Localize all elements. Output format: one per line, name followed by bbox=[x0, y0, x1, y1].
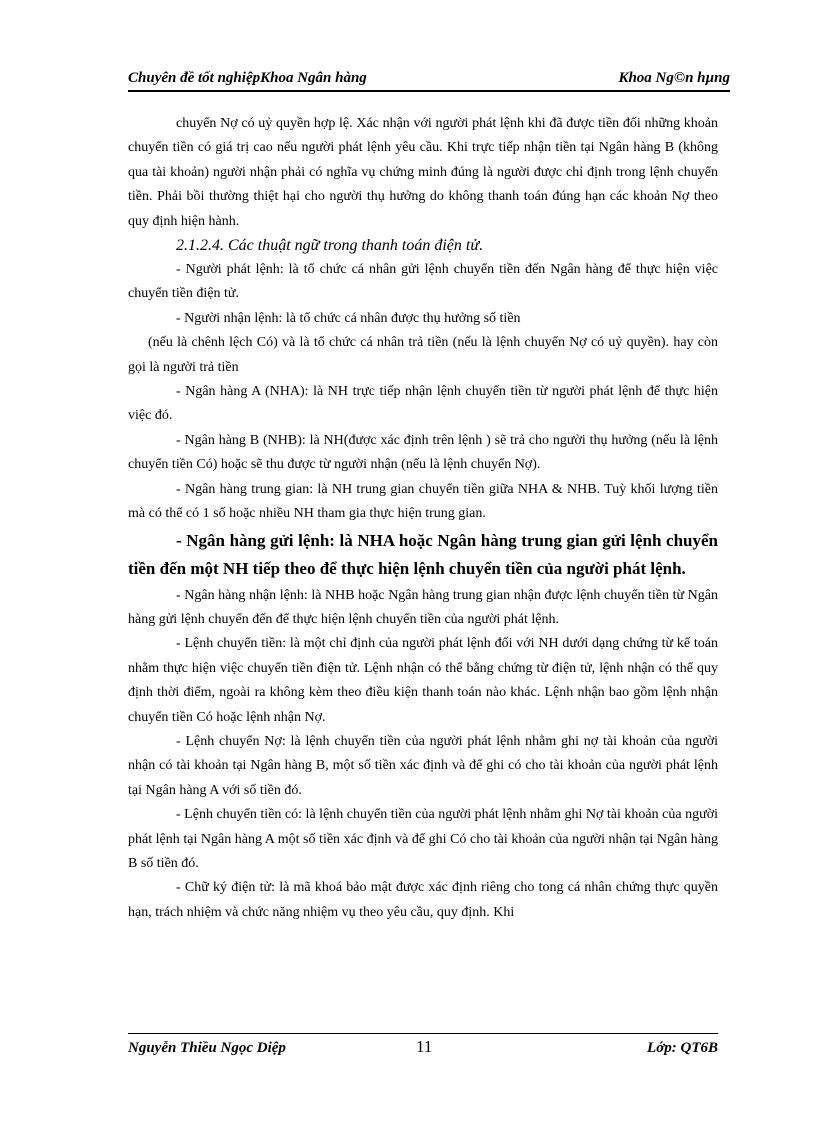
paragraph-7: - Ngân hàng gửi lệnh: là NHA hoặc Ngân hàng trung gian gửi lệnh chuyển tiền đến một NH tiếp theo để thực hiện lệnh chuyển tiền của người phát lệnh. bbox=[128, 530, 718, 578]
page-header bbox=[128, 68, 730, 92]
paragraph-12: - Chữ ký điện tử: là mã khoá bảo mật được xác định riêng cho tong cá nhân chứng thực quyền hạn, trách nhiệm và chức năng nhiệm vụ theo yêu cầu, quy định. Khi bbox=[128, 880, 718, 920]
paragraph-10: - Lệnh chuyển Nợ: là lệnh chuyển tiền của người phát lệnh nhằm ghi nợ tài khoản của người nhận có tài khoản tại Ngân hàng B, một số tiền xác định và để ghi có cho tài khoản của người phát lệnh tại Ngân hàng A với số tiền đó. bbox=[128, 733, 718, 798]
footer-author: Nguyễn Thiều Ngọc Diệp bbox=[128, 1040, 286, 1056]
section-heading: 2.1.2.4. Các thuật ngữ trong thanh toán điện tử. bbox=[176, 237, 484, 255]
header-right-text: Khoa Ng©n hµng bbox=[618, 70, 730, 86]
page-number: 11 bbox=[416, 1037, 433, 1056]
paragraph-6: - Ngân hàng trung gian: là NH trung gian chuyển tiền giữa NHA & NHB. Tuỳ khối lượng tiền mà có thể có 1 số hoặc nhiều NH tham gia thực hiện trung gian. bbox=[128, 481, 718, 522]
paragraph-11: - Lệnh chuyển tiền có: là lệnh chuyển tiền của người phát lệnh nhằm ghi Nợ tài khoản của người phát lệnh tại Ngân hàng A một số tiền xác định và để ghi Có cho tài khoản của người nhận tại Ngân hàng B số tiền đó. bbox=[128, 807, 718, 871]
paragraph-5: - Ngân hàng B (NHB): là NH(được xác định trên lệnh ) sẽ trả cho người thụ hưởng (nếu là lệnh chuyển tiền Có) hoặc sẽ thu được từ người nhận (nếu là lệnh chuyển Nợ). bbox=[128, 432, 718, 473]
paragraph-9: - Lệnh chuyển tiền: là một chỉ định của người phát lệnh đối với NH dưới dạng chứng từ kế toán nhằm thực hiện việc chuyển tiền điện tử. Lệnh nhận có thể bằng chứng từ điện tử, lệnh nhận có thể quy định thời điểm, ngoài ra không kèm theo điều kiện thanh toán nào khác. Lệnh nhận bao gồm lệnh nhận chuyển tiền Có hoặc lệnh nhận Nợ. bbox=[128, 636, 718, 725]
paragraph-3: (nếu là chênh lệch Có) và là tổ chức cá nhân trả tiền (nếu là lệnh chuyển Nợ có uỷ quyền). hay còn gọi là người trả tiền bbox=[128, 335, 718, 375]
page-body bbox=[128, 112, 718, 925]
paragraph-2: - Người nhận lệnh: là tổ chức cá nhân được thụ hưởng số tiền bbox=[176, 310, 521, 326]
paragraph-8: - Ngân hàng nhận lệnh: là NHB hoặc Ngân hàng trung gian nhận được lệnh chuyển tiền từ Ngân hàng gửi lệnh chuyển đến để thực hiện lệnh chuyển tiền của người phát lệnh. bbox=[128, 587, 718, 627]
paragraph-0: chuyển Nợ có uỷ quyền hợp lệ. Xác nhận với người phát lệnh khi đã được tiền đối những khoản chuyển tiền có giá trị cao nếu người phát lệnh yêu cầu. Khi trực tiếp nhận tiền tại Ngân hàng B (không qua tài khoản) người nhận phải có nghĩa vụ chứng minh đúng là người được chỉ định trong lệnh chuyển tiền. Phải bồi thường thiệt hại cho người thụ hưởng do không thanh toán đúng hạn các khoản Nợ theo quy định hiện hành. bbox=[128, 116, 718, 229]
paragraph-1: - Người phát lệnh: là tổ chức cá nhân gửi lệnh chuyển tiền đến Ngân hàng để thực hiện việc chuyển tiền điện tử. bbox=[128, 262, 718, 302]
header-left-text: Chuyên đề tốt nghiệpKhoa Ngân hàng bbox=[128, 70, 367, 86]
paragraph-4: - Ngân hàng A (NHA): là NH trực tiếp nhận lệnh chuyển tiền từ người phát lệnh để thực hiện việc đó. bbox=[128, 384, 718, 424]
page-footer bbox=[128, 1033, 718, 1064]
footer-class: Lớp: QT6B bbox=[647, 1040, 718, 1056]
